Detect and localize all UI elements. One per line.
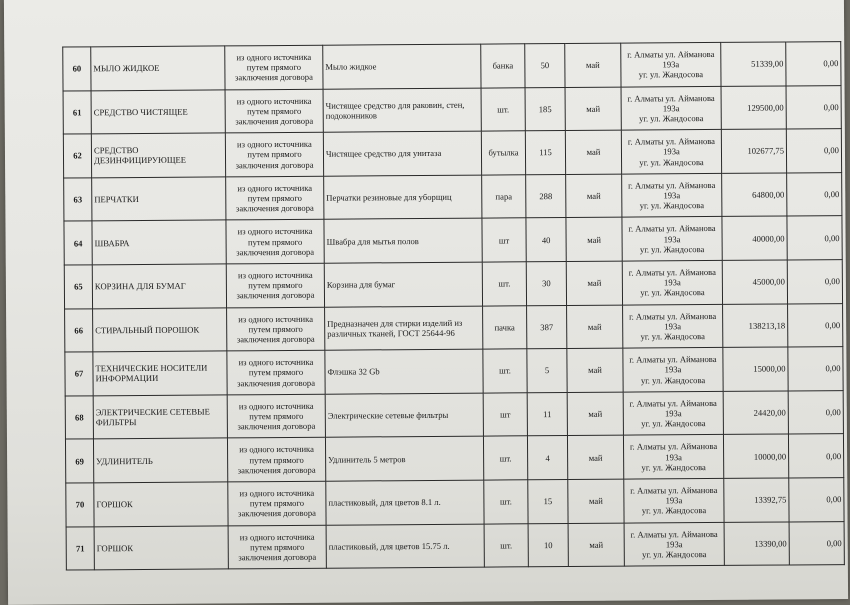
item-name-cell: ЭЛЕКТРИЧЕСКИЕ СЕТЕВЫЕ ФИЛЬТРЫ — [93, 395, 227, 440]
item-description-cell: Корзина для бумаг — [324, 262, 482, 307]
row-number-cell: 64 — [64, 221, 92, 265]
table-row — [63, 85, 841, 134]
delivery-month-cell: май — [565, 87, 621, 131]
address-line: г. Алматы ул. Айманова — [627, 136, 716, 147]
address-line: уг. ул. Жандосова — [638, 69, 704, 80]
quantity-cell: 185 — [525, 87, 565, 131]
address-line: 193а — [662, 103, 680, 114]
quantity-cell: 50 — [525, 44, 565, 88]
amount-cell: 13392,75 — [724, 478, 789, 522]
delivery-month-cell: май — [568, 479, 624, 523]
address-line: уг. ул. Жандосова — [639, 156, 704, 168]
address-line: уг. ул. Жандосова — [640, 330, 705, 342]
address-line: уг. ул. Жандосова — [639, 113, 704, 124]
advance-payment-cell: 0,00 — [786, 129, 841, 173]
delivery-month-cell: май — [565, 43, 621, 87]
amount-cell: 13390,00 — [724, 522, 789, 566]
table-row — [65, 390, 843, 439]
procurement-method-cell: из одного источника путем прямого заключения договора — [227, 307, 325, 351]
address-line: 193а — [662, 59, 680, 70]
unit-cell: шт. — [481, 87, 525, 131]
address-line: 193а — [664, 408, 682, 419]
quantity-cell: 15 — [528, 479, 568, 523]
row-number-cell: 65 — [64, 265, 92, 309]
procurement-method-cell: из одного источника путем прямого заключения договора — [225, 45, 323, 89]
delivery-month-cell: май — [568, 523, 624, 567]
address-line: 193а — [665, 451, 683, 462]
address-line: уг. ул. Жандосова — [642, 548, 707, 560]
quantity-cell: 288 — [526, 174, 566, 218]
address-line: уг. ул. Жандосова — [641, 505, 707, 516]
item-name-cell: ШВАБРА — [92, 220, 226, 265]
item-name-cell: СРЕДСТВО ЧИСТЯЩЕЕ — [91, 89, 225, 134]
row-number-cell: 62 — [63, 134, 91, 178]
row-number-cell: 63 — [64, 178, 92, 222]
address-line: уг. ул. Жандосова — [641, 461, 706, 473]
unit-cell: шт — [483, 393, 527, 437]
advance-payment-cell: 0,00 — [788, 303, 843, 347]
amount-cell: 15000,00 — [723, 347, 788, 391]
quantity-cell: 30 — [526, 261, 566, 305]
unit-cell: шт. — [484, 523, 528, 567]
table-row — [63, 42, 841, 91]
item-name-cell: ТЕХНИЧЕСКИЕ НОСИТЕЛИ ИНФОРМАЦИИ — [93, 351, 227, 396]
address-line: 193а — [664, 321, 682, 332]
quantity-cell: 5 — [527, 349, 567, 393]
amount-cell: 64800,00 — [722, 173, 787, 217]
address-line: 193а — [663, 277, 681, 288]
delivery-address-cell — [621, 130, 721, 174]
delivery-address-cell — [621, 86, 721, 130]
advance-payment-cell: 0,00 — [789, 521, 844, 565]
amount-cell: 138213,18 — [723, 304, 788, 348]
row-number-cell: 68 — [65, 396, 93, 440]
delivery-address-cell — [624, 522, 724, 566]
advance-payment-cell: 0,00 — [787, 172, 842, 216]
delivery-address-cell — [624, 478, 724, 522]
procurement-table — [62, 41, 845, 571]
address-line: г. Алматы ул. Айманова — [628, 179, 716, 191]
quantity-cell: 40 — [526, 218, 566, 262]
address-line: 193а — [665, 538, 683, 550]
item-description-cell: Флэшка 32 Gb — [325, 349, 483, 394]
unit-cell: шт. — [483, 436, 527, 480]
address-line: уг. ул. Жандосова — [640, 287, 705, 298]
unit-cell: бутылка — [481, 131, 525, 175]
delivery-address-cell — [622, 217, 722, 261]
unit-cell: шт. — [483, 349, 527, 393]
row-number-cell: 66 — [65, 308, 93, 352]
address-line: 193а — [664, 364, 682, 375]
item-name-cell: КОРЗИНА ДЛЯ БУМАГ — [92, 264, 226, 309]
item-name-cell: ПЕРЧАТКИ — [92, 177, 226, 222]
table-row — [64, 216, 842, 265]
unit-cell: пачка — [483, 305, 527, 349]
row-number-cell: 69 — [65, 439, 93, 483]
advance-payment-cell: 0,00 — [787, 216, 842, 260]
amount-cell: 51339,00 — [721, 42, 786, 86]
delivery-address-cell — [623, 348, 723, 392]
quantity-cell: 10 — [528, 523, 568, 567]
address-line: г. Алматы ул. Айманова — [629, 397, 717, 409]
amount-cell: 10000,00 — [723, 434, 788, 478]
item-description-cell: Удлинитель 5 метров — [325, 436, 483, 481]
delivery-address-cell — [622, 260, 722, 304]
quantity-cell: 4 — [527, 436, 567, 480]
amount-cell: 129500,00 — [721, 86, 786, 130]
procurement-method-cell: из одного источника путем прямого заключения договора — [225, 132, 323, 176]
amount-cell: 24420,00 — [723, 391, 788, 435]
amount-cell: 102677,75 — [721, 129, 786, 173]
quantity-cell: 11 — [527, 392, 567, 436]
advance-payment-cell: 0,00 — [788, 390, 843, 434]
item-description-cell: пластиковый, для цветов 15.75 л. — [326, 524, 484, 569]
item-description-cell: Предназначен для стирки изделий из различных тканей, ГОСТ 25644-96 — [325, 306, 483, 351]
advance-payment-cell: 0,00 — [788, 347, 843, 391]
address-line: 193а — [663, 233, 681, 244]
table-row — [63, 129, 841, 178]
table-row — [65, 347, 843, 396]
procurement-method-cell: из одного источника путем прямого заключения договора — [226, 220, 324, 264]
delivery-address-cell — [623, 391, 723, 435]
delivery-month-cell: май — [566, 218, 622, 262]
delivery-month-cell: май — [566, 174, 622, 218]
unit-cell: шт — [482, 218, 526, 262]
procurement-method-cell: из одного источника путем прямого заключения договора — [225, 89, 323, 133]
delivery-month-cell: май — [567, 305, 623, 349]
delivery-address-cell — [621, 42, 721, 86]
row-number-cell: 60 — [63, 47, 91, 91]
procurement-method-cell: из одного источника путем прямого заключения договора — [227, 394, 325, 438]
unit-cell: пара — [482, 175, 526, 219]
address-line: г. Алматы ул. Айманова — [629, 354, 717, 365]
table-body — [63, 42, 845, 571]
advance-payment-cell: 0,00 — [788, 434, 843, 478]
item-description-cell: Швабра для мытья полов — [324, 218, 482, 263]
item-name-cell: ГОРШОК — [94, 482, 228, 527]
document-page — [4, 0, 848, 605]
row-number-cell: 67 — [65, 352, 93, 396]
delivery-address-cell — [623, 304, 723, 348]
item-description-cell: пластиковый, для цветов 8.1 л. — [326, 480, 484, 525]
row-number-cell: 70 — [66, 483, 94, 527]
row-number-cell: 71 — [66, 526, 94, 570]
unit-cell: шт. — [484, 480, 528, 524]
advance-payment-cell: 0,00 — [786, 42, 841, 86]
address-line: г. Алматы ул. Айманова — [628, 223, 716, 235]
delivery-month-cell: май — [567, 435, 623, 479]
delivery-month-cell: май — [567, 348, 623, 392]
address-line: г. Алматы ул. Айманова — [627, 49, 715, 60]
address-line: 193а — [663, 190, 681, 201]
row-number-cell: 61 — [63, 90, 91, 134]
delivery-month-cell: май — [565, 130, 621, 174]
delivery-address-cell — [622, 173, 722, 217]
delivery-address-cell — [623, 435, 723, 479]
table-row — [66, 521, 844, 570]
address-line: 193а — [665, 495, 683, 506]
table-row — [65, 434, 843, 483]
procurement-method-cell: из одного источника путем прямого заключения договора — [226, 176, 324, 220]
item-name-cell: СТИРАЛЬНЫЙ ПОРОШОК — [93, 307, 227, 352]
item-name-cell: УДЛИНИТЕЛЬ — [93, 438, 227, 483]
table-row — [64, 260, 842, 309]
item-name-cell: СРЕДСТВО ДЕЗИНФИЦИРУЮЩЕЕ — [91, 133, 225, 178]
procurement-method-cell: из одного источника путем прямого заключения договора — [226, 263, 324, 307]
address-line: г. Алматы ул. Айманова — [630, 484, 718, 496]
address-line: г. Алматы ул. Айманова — [629, 310, 717, 322]
address-line: уг. ул. Жандосова — [641, 418, 706, 429]
address-line: уг. ул. Жандосова — [639, 200, 705, 211]
address-line: уг. ул. Жандосова — [639, 243, 705, 255]
table-row — [64, 172, 842, 221]
quantity-cell: 115 — [525, 131, 565, 175]
procurement-method-cell: из одного источника путем прямого заключения договора — [228, 525, 326, 569]
item-description-cell: Мыло жидкое — [323, 44, 481, 89]
quantity-cell: 387 — [527, 305, 567, 349]
unit-cell: банка — [481, 44, 525, 88]
amount-cell: 45000,00 — [722, 260, 787, 304]
item-description-cell: Чистящее средство для раковин, стен, подоконников — [323, 88, 481, 133]
table-row — [65, 303, 843, 352]
advance-payment-cell: 0,00 — [786, 85, 841, 129]
procurement-method-cell: из одного источника путем прямого заключения договора — [228, 481, 326, 525]
amount-cell: 40000,00 — [722, 216, 787, 260]
address-line: г. Алматы ул. Айманова — [628, 267, 716, 278]
address-line: уг. ул. Жандосова — [640, 374, 706, 386]
delivery-month-cell: май — [566, 261, 622, 305]
table-row — [66, 478, 844, 527]
unit-cell: шт. — [482, 262, 526, 306]
advance-payment-cell: 0,00 — [789, 478, 844, 522]
procurement-method-cell: из одного источника путем прямого заключения договора — [227, 350, 325, 394]
address-line: 193а — [663, 146, 680, 157]
address-line: г. Алматы ул. Айманова — [629, 441, 718, 453]
item-description-cell: Электрические сетевые фильтры — [325, 393, 483, 438]
delivery-month-cell: май — [567, 392, 623, 436]
item-description-cell: Перчатки резиновые для уборщиц — [324, 175, 482, 220]
advance-payment-cell: 0,00 — [787, 260, 842, 304]
address-line: г. Алматы ул. Айманова — [630, 528, 718, 540]
procurement-method-cell: из одного источника путем прямого заключения договора — [227, 438, 325, 482]
item-description-cell: Чистящее средство для унитаза — [323, 131, 481, 176]
item-name-cell: МЫЛО ЖИДКОЕ — [91, 46, 225, 91]
item-name-cell: ГОРШОК — [94, 525, 228, 570]
address-line: г. Алматы ул. Айманова — [627, 92, 715, 104]
